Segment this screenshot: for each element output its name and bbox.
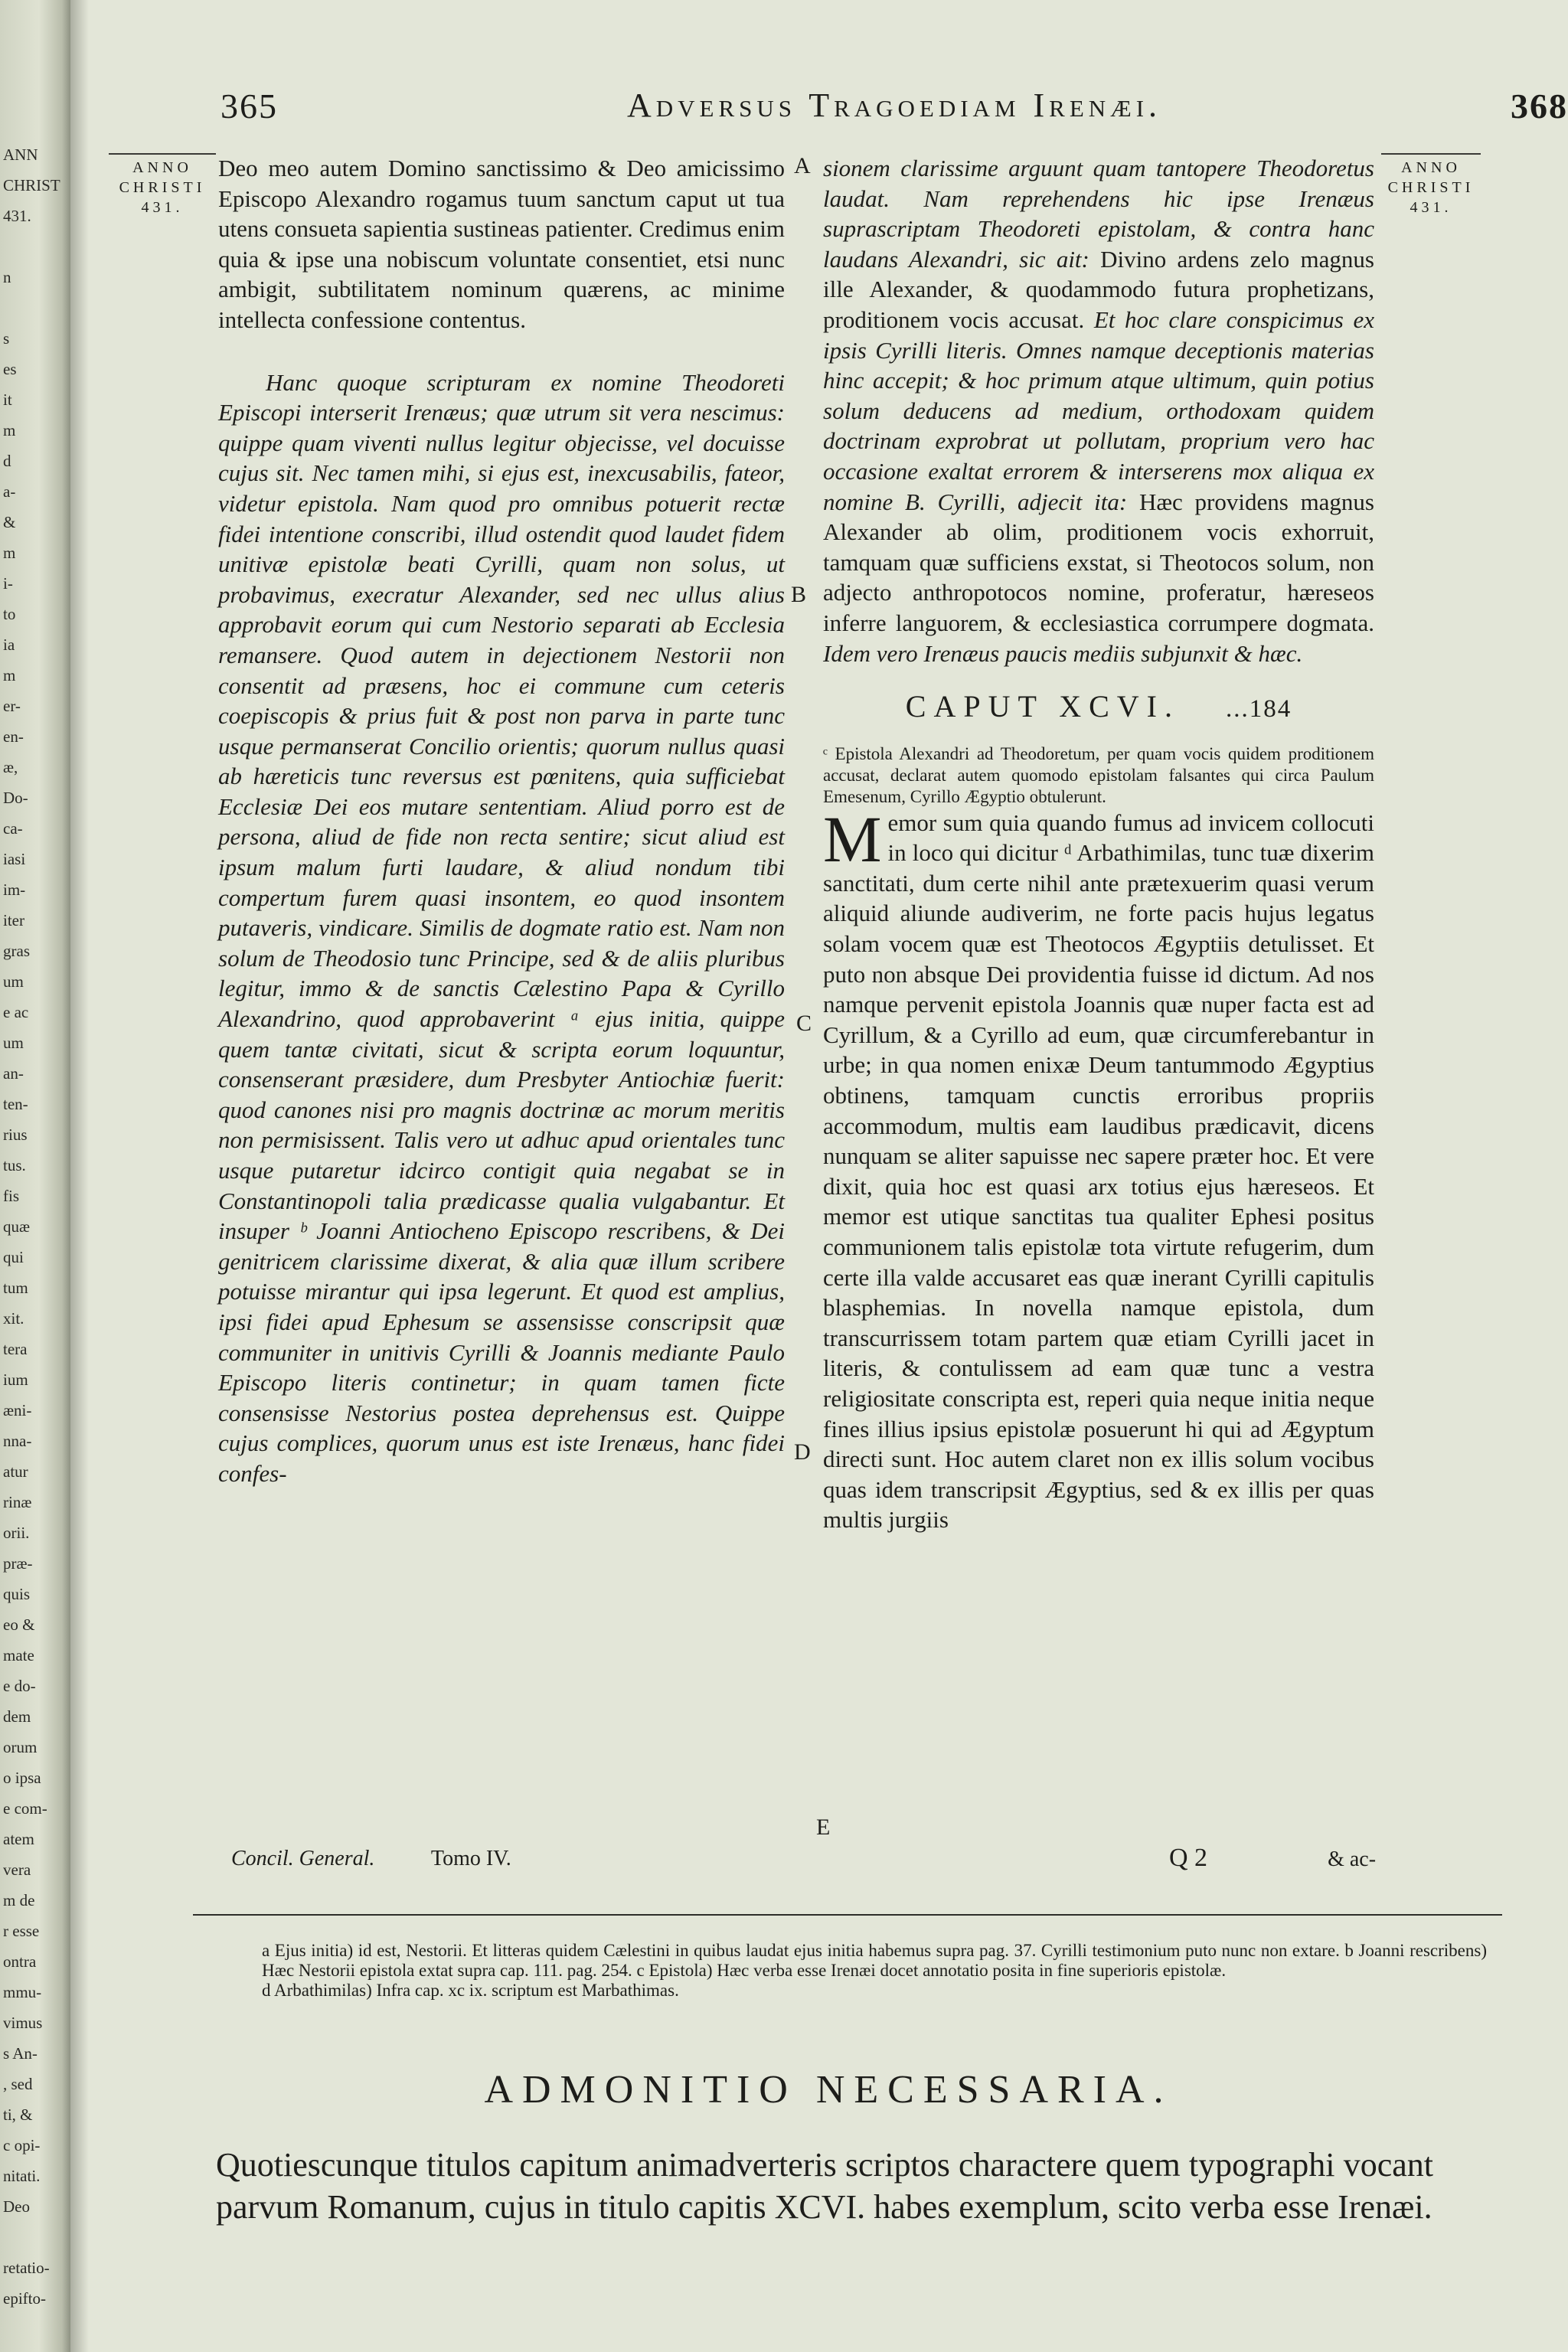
section-letter-b: B (791, 582, 807, 607)
margin-rule (1381, 153, 1481, 155)
footnote-rule (193, 1914, 1502, 1916)
gutter-fragment: im- (3, 880, 26, 899)
gutter-fragment: retatio- (3, 2259, 50, 2277)
footnote: d Arbathimilas) Infra cap. xc ix. scriptum est Marbathimas. (262, 1981, 679, 2000)
gutter-fragment: i- (3, 574, 13, 593)
gutter-fragment: rinæ (3, 1493, 32, 1511)
gutter-fragment: CHRIST (3, 176, 60, 194)
page-number-left: 365 (220, 87, 278, 126)
gutter-fragment: quis (3, 1585, 31, 1603)
gutter-fragment: nna- (3, 1432, 32, 1450)
gutter-fragment: it (3, 390, 12, 409)
gutter-fragment: um (3, 972, 24, 991)
gutter-fragment: , sed (3, 2075, 33, 2093)
volume-number: Tomo IV. (430, 1847, 511, 1870)
drop-cap: M (823, 802, 882, 876)
gutter-fragment: d (3, 452, 11, 470)
chapter-summary: ᶜ Epistola Alexandri ad Theodoretum, per quam vocis quidem proditionem accusat, declarat autem quomodo epistolam falsantes qui circa Paulum Emesenum, Cyrillo Ægyptio obtulerunt. (823, 743, 1374, 806)
gutter-fragment: mate (3, 1646, 34, 1664)
gutter-fragment: e ac (3, 1003, 29, 1021)
chapter-title: CAPUT XCVI. (905, 689, 1180, 724)
gutter-fragment: æni- (3, 1401, 32, 1419)
margin-note-line: 431. (1410, 199, 1452, 216)
gutter-fragment: quæ (3, 1217, 31, 1236)
left-column (218, 153, 785, 1489)
gutter-fragment: ontra (3, 1952, 37, 1971)
gutter-fragment: a- (3, 482, 16, 501)
right-text: Et hoc clare conspicimus ex ipsis Cyrilli literis. Omnes namque deceptionis materias hinc accepit; & hoc primum atque ultimum, quin potius solum deducens ad medium, orthodoxam quidem doctrinam exprobrat ut pollutam, proprium vero hac occasione exaltat errorem & interserens mox aliqua ex nomine B. Cyrilli, adjecit ita: (823, 305, 1375, 515)
binding-gutter (0, 0, 70, 2352)
admonitio-body: Quotiescunque titulos capitum animadverteris scriptos charactere quem typographi vocant parvum Romanum, cujus in titulo capitis XCVI. habes exemplum, scito verba esse Irenæi. (216, 2146, 1433, 2226)
gutter-fragment: m de (3, 1891, 35, 1909)
gutter-fragment: c opi- (3, 2136, 41, 2154)
margin-note-line: CHRISTI (1387, 179, 1475, 196)
gutter-fragment: iasi (3, 850, 26, 868)
gutter-fragment: gras (3, 942, 30, 960)
gutter-fragment: orii. (3, 1524, 30, 1542)
section-letter-a: A (794, 153, 811, 178)
right-paragraph-2 (823, 802, 1374, 1535)
gutter-fragment: ten- (3, 1095, 28, 1113)
gutter-fragment: mmu- (3, 1983, 42, 2001)
gutter-fragment: um (3, 1034, 24, 1052)
gutter-fragment: & (3, 513, 16, 531)
right-text: Idem vero Irenæus paucis mediis subjunxit & hæc. (823, 639, 1303, 667)
gutter-fragment: ium (3, 1370, 28, 1389)
gutter-fragment: fis (3, 1187, 19, 1205)
running-head (220, 86, 1568, 141)
footnote: a Ejus initia) id est, Nestorii. Et litteras quidem Cælestini in quibus laudat ejus initia habemus supra pag. 37. Cyrilli testimonium puto nunc non extare. b Joanni rescribens) Hæc Nestorii epistola extat supra cap. 111. pag. 254. c Epistola) Hæc verba esse Irenæi docet annotatio posita in fine superioris epistolæ. (262, 1941, 1487, 1980)
gutter-fragment: xit. (3, 1309, 24, 1328)
gutter-fragment: ti, & (3, 2105, 33, 2124)
catchword: & ac- (1328, 1847, 1377, 1871)
letter-text: emor sum quia quando fumus ad invicem collocuti in loco qui dicitur ᵈ Arbathimilas, tunc tuæ dixerim sanctitati, dum certe nihil ante prætexuerim quasi verum aliquid aliunde audiverim, ne forte pacis hujus legatus solam vocem quæ est Theotocos Ægyptiis detulisset. Et puto non absque Dei providentia fuisse id dictum. Ad nos namque pervenit epistola Joannis quæ nuper facta est ad Cyrillum, & a Cyrillo ad eum, quæ circumferebantur in urbe; in qua nomen enixæ Deum tantummodo Ægyptius obtinens, tamquam cunctis erroribus propriis accommodum, multis eam laudibus prædicavit, dicens nunquam se aliter sapuisse nec sapere præter hoc. Et vere dixit, quia hoc est quasi arx totius ejus hæreseos. Et memor est utique sanctitas tua qualiter Ephesi positus communionem talis epistolæ tota virtute refugerim, dum certe illa valde accusaret eas quæ inerant Cyrilli capitulis blasphemias. In novella namque epistola, dum transcurrissem totam partem quæ etiam Cyrilli jacet in literis, & contulissem ad eam quæ tunc a vestra religiositate conscripta est, reperi quia neque initia neque fines illius ipsius epistolæ posuerunt hi qui ad Ægyptum directi sunt. Hoc autem claret non ex illis solum vocibus quas idem transcripsit Ægyptius, sed & ex illis per quas multis jurgiis (823, 808, 1374, 1534)
gutter-fragment: tera (3, 1340, 28, 1358)
footnotes (262, 1941, 1487, 2001)
gutter-fragment: vera (3, 1860, 31, 1879)
signature-line (1138, 1844, 1429, 1873)
gutter-fragment: es (3, 360, 17, 378)
gutter-fragment: tus. (3, 1156, 26, 1174)
gutter-fragment: dem (3, 1707, 31, 1726)
right-text: sionem clarissime arguunt quam tantopere Theodoretus laudat. Nam reprehendens hic ipse Irenæus suprascriptam Theodoreti epistolam, & contra hanc laudans Alexandri, sic ait: (823, 155, 1374, 273)
margin-note-line: ANNO (1401, 159, 1461, 176)
gutter-fragment: ANN (3, 145, 38, 164)
gutter-fragment: to (3, 605, 16, 623)
gutter-fragment: ia (3, 635, 15, 654)
gutter-fragment: e com- (3, 1799, 47, 1818)
gutter-fragment: 431. (3, 207, 31, 225)
margin-note-line: ANNO (132, 159, 192, 176)
gutter-fragment: er- (3, 697, 21, 715)
gutter-fragment: m (3, 544, 16, 562)
gutter-fragment: epifto- (3, 2289, 46, 2308)
gutter-fragment: eo & (3, 1615, 35, 1634)
gutter-fragment: o ipsa (3, 1769, 41, 1787)
admonitio-title: ADMONITIO NECESSARIA. (484, 2068, 1173, 2112)
running-title: Adversus Tragoediam Irenæi. (626, 87, 1162, 124)
page-number-right: 368 (1511, 87, 1568, 126)
gutter-fragment: s (3, 329, 10, 348)
paragraph-gap (218, 335, 785, 368)
section-letter-e: E (816, 1815, 831, 1840)
signature-mark: Q 2 (1169, 1844, 1208, 1872)
gutter-fragment: ca- (3, 819, 23, 838)
gutter-fragment: nitati. (3, 2167, 41, 2185)
section-letter-d: D (794, 1439, 811, 1465)
gutter-fragment: orum (3, 1738, 38, 1756)
gutter-fragment: vimus (3, 2014, 43, 2032)
margin-note-left (109, 153, 216, 217)
gutter-fragment: en- (3, 727, 24, 746)
gutter-fragment: m (3, 421, 16, 439)
right-column (823, 153, 1374, 1535)
margin-note-right (1381, 153, 1481, 217)
chapter-heading (823, 691, 1374, 725)
section-letter-c: C (796, 1011, 812, 1036)
gutter-fragment: an- (3, 1064, 24, 1083)
gutter-fragment: atem (3, 1830, 34, 1848)
gutter-fragment: qui (3, 1248, 24, 1266)
gutter-fragment: Deo (3, 2197, 30, 2216)
gutter-fragment: n (3, 268, 11, 286)
gutter-fragment: m (3, 666, 16, 684)
margin-note-line: 431. (141, 199, 184, 216)
gutter-fragment: præ- (3, 1554, 33, 1573)
margin-note-line: CHRISTI (119, 179, 206, 196)
gutter-fragment: Do- (3, 789, 28, 807)
gutter-fragment: r esse (3, 1922, 40, 1940)
right-quote: Hæc providens magnus Alexander ab olim, proditionem vocis exhorruit, tamquam quæ sufficiens exstat, si Theotocos solum, non adjecto anthropotocos nomine, proferatur, hæreseos inferre languorem, & ecclesiastica corrumpere dogmata. (823, 488, 1375, 636)
chapter-ref: ...184 (1225, 695, 1292, 724)
volume-label: Concil. General. (231, 1847, 375, 1870)
gutter-fragment: atur (3, 1462, 28, 1481)
gutter-fragment: æ, (3, 758, 18, 776)
gutter-fragment: rius (3, 1125, 28, 1144)
right-quote: Divino ardens zelo magnus ille Alexander, & quodammodo futura prophetizans, proditionem vocis accusat. (823, 245, 1374, 333)
page (70, 0, 1568, 2352)
right-paragraph-1 (823, 153, 1374, 668)
left-paragraph-2: Hanc quoque scripturam ex nomine Theodoreti Episcopi interserit Irenæus; quæ utrum sit vera nescimus: quippe quam viventi nullus legitur objecisse, vel docuisse cujus sit. Nec tamen mihi, si ejus est, inexcusabilis, fateor, videtur epistola. Nam quod pro omnibus potuerit rectæ fidei intentione conscribi, illud ostendit quod laudet fidem unitivæ epistolæ beati Cyrilli, quam non solus, ut probavimus, execratur Alexander, sed nec ullus alius approbavit eorum qui cum Nestorio separati ab Ecclesia remansere. Quod autem in dejectionem Nestorii non consentit ad præsens, hoc ei commune cum ceteris coepiscopis & prius fuit & post non parva in parte tunc usque permanserat Concilio orientis; quorum nullus quasi ab hæreticis tunc reversus est pœnitens, quia sufficiebat Ecclesiæ Dei eos mutare sententiam. Aliud porro est de persona, aliud de fide non recta sentire; sicut aliud est ipsum malum furti laudare, & aliud nondum tibi compertum furem quasi insontem, eo quod insontem putaveris, vindicare. Similis de dogmate ratio est. Nam non solum de Theodosio tunc Principe, sed & de aliis pluribus legitur, immo & de sanctis Cælestino Papa & Cyrillo Alexandrino, quod approbaverint ᵃ ejus initia, quippe quem tantæ civitati, sicut & scripta eorum loquuntur, consenserant præsidere, dum Presbyter Antiochiæ fuerit: quod canones nisi pro magnis doctrinæ ac morum meritis non permisissent. Talis vero ut adhuc apud orientales tunc usque putaretur idcirco contigit quia negabat se in Constantinopoli talia prædicasse qualia vulgabantur. Et insuper ᵇ Joanni Antiocheno Episcopo rescribens, & Dei genitricem clarissime dixerat, & alia quæ illum scribere potuisse mirantur qui ipsa legerunt. Et quod est amplius, ipsi fidei apud Ephesum se assensisse conscripsit quæ communiter in unitivis Cyrilli & Joannis mediante Paulo Episcopo literis continetur; in quam tamen ficte consensisse Nestorius postea deprehensus est. Quippe cujus complices, quorum unus est iste Irenæus, hanc fidei confes- (218, 368, 785, 1487)
gutter-fragment: tum (3, 1279, 28, 1297)
gutter-fragment: iter (3, 911, 24, 929)
gutter-fragment: e do- (3, 1677, 36, 1695)
margin-rule (109, 153, 216, 155)
left-paragraph-1: Deo meo autem Domino sanctissimo & Deo amicissimo Episcopo Alexandro rogamus tuum sanctum caput ut tua utens consueta sapientia sustineas patienter. Credimus enim quia & ipse una nobiscum voluntate consentiet, etsi nunc ambigit, subtilitatem nominum quærens, ac minime intellecta confessione contentus. (218, 155, 785, 333)
volume-line (231, 1847, 511, 1871)
gutter-fragment: s An- (3, 2044, 38, 2063)
